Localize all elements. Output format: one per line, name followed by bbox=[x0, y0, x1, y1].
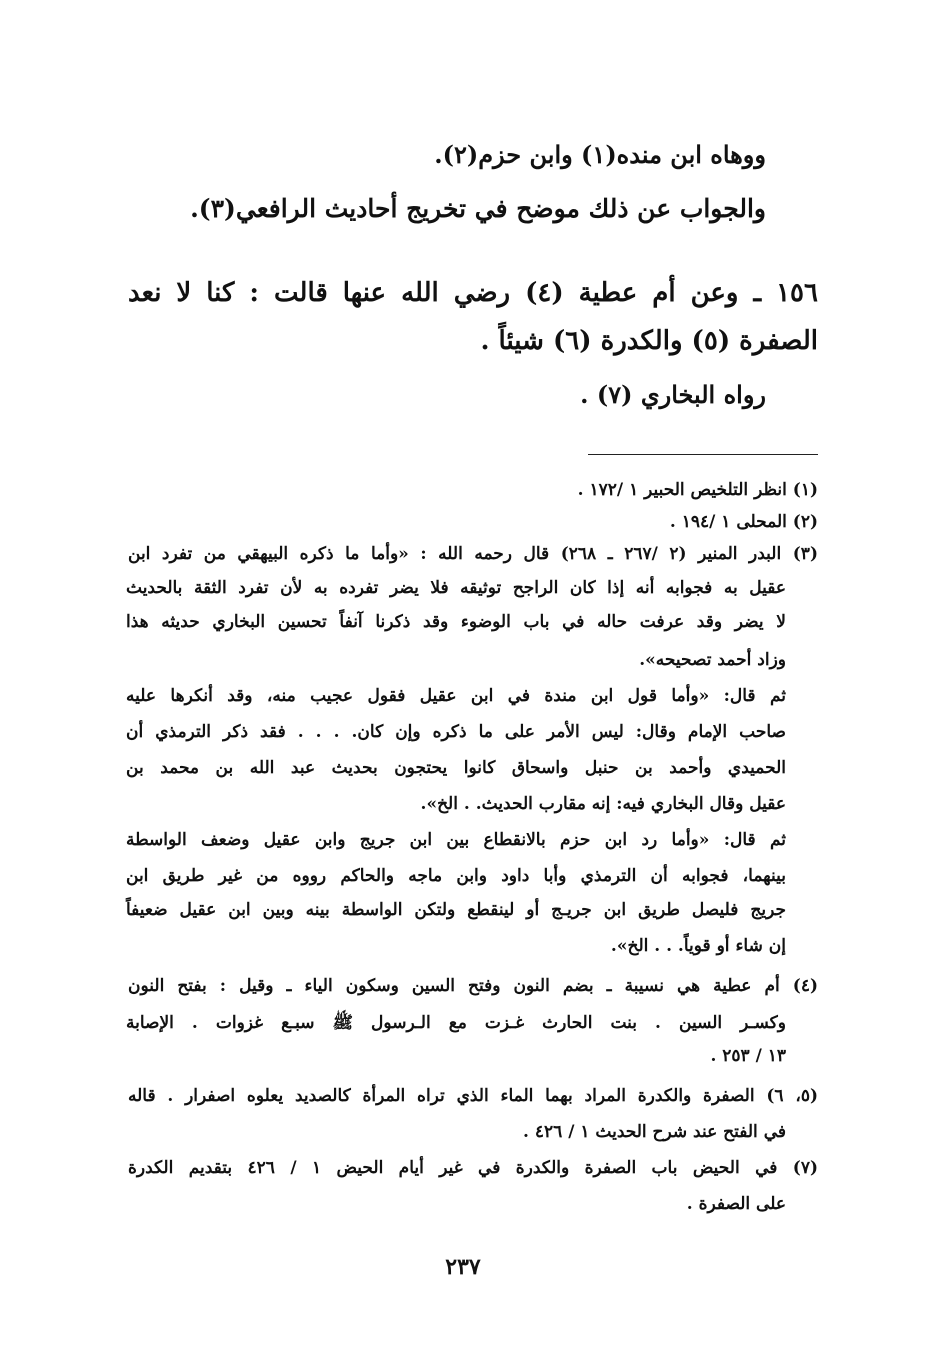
footnote-3-line-3: لا يضر وقد عرفت حاله في باب الوضوء وقد ذكرنا آنفاً تحسين البخاري حديثه هذا bbox=[126, 612, 786, 632]
main-line-2: والجواب عن ذلك موضح في تخريج أحاديث الرافعي(٣). bbox=[190, 194, 766, 223]
hadith-line-2: الصفرة (٥) والكدرة (٦) شيئاً . bbox=[480, 326, 818, 356]
footnote-3-line-8: عقيل وقال البخاري فيه: إنه مقارب الحديث. . الخ». bbox=[420, 794, 786, 814]
narrator-line: رواه البخاري (٧) . bbox=[580, 380, 766, 409]
footnote-3-line-5: ثم قال: «وأما قول ابن مندة في ابن عقيل فقول عجيب منه، وقد أنكرها عليه bbox=[126, 686, 786, 706]
footnote-2: (٢) المحلى ١ /١٩٤ . bbox=[669, 512, 818, 532]
footnote-3-line-4: وزاد أحمد تصحيحه». bbox=[639, 650, 786, 670]
footnote-3-line-12: إن شاء أو قوياً. . . الخ». bbox=[610, 936, 786, 956]
footnote-3-line-2: عقيل به فجوابه أنه إذا كان الراجح توثيقه فلا يضر تفرده به لأن تفرد الثقة بالحديث bbox=[126, 578, 786, 598]
hadith-line-1: ١٥٦ ـ وعن أم عطية (٤) رضي الله عنها قالت : كنا لا نعد bbox=[128, 278, 818, 308]
footnote-3-line-1: (٣) البدر المنير (٢ /٢٦٧ ـ ٢٦٨) قال رحمه الله : «وأما ما ذكره البيهقي من تفرد ابن bbox=[128, 544, 818, 564]
footnote-1: (١) انظر التلخيص الحبير ١ /١٧٢ . bbox=[577, 480, 818, 500]
footnote-3-line-9: ثم قال: «وأما رد ابن حزم بالانقطاع بين ابن جريج وابن عقيل وضعف الواسطة bbox=[126, 830, 786, 850]
footnote-3-line-6: صاحب الإمام وقال: ليس الأمر على ما ذكره وإن كان. . . . فقد ذكر الترمذي أن bbox=[126, 722, 786, 742]
footnote-4-line-3: ١٣ / ٢٥٣ . bbox=[710, 1046, 786, 1066]
footnote-5-6-line-1: (٥، ٦) الصفرة والكدرة المراد بهما الماء الذي تراه المرأة كالصديد يعلوه اصفرار . قاله bbox=[128, 1086, 819, 1106]
footnote-7-line-1: (٧) في الحيض باب الصفرة والكدرة في غير أيام الحيض ١ / ٤٢٦ بتقديم الكدرة bbox=[128, 1158, 818, 1178]
page-number: ٢٣٧ bbox=[445, 1254, 481, 1280]
footnote-4-line-2: وكسـر السين . بنت الحارث غـزت مع الـرسول ﷺ سبـع غزوات . الإصابة bbox=[126, 1013, 786, 1033]
footnote-3-line-7: الحميدي وأحمد بن حنبل واسحاق كانوا يحتجون بحديث عبد الله بن محمد بن bbox=[126, 758, 786, 778]
footnote-3-line-10: بينهما، فجوابه أن الترمذي وأبا داود وابن ماجه والحاكم رووه من غير طريق ابن bbox=[126, 866, 786, 886]
footnote-5-6-line-2: في الفتح عند شرح الحديث ١ / ٤٢٦ . bbox=[523, 1122, 786, 1142]
footnote-4-line-1: (٤) أم عطية هي نسيبة ـ بضم النون وفتح السين وسكون الياء ـ وقيل : بفتح النون bbox=[128, 976, 818, 996]
main-line-1: ووهاه ابن منده(١) وابن حزم(٢). bbox=[434, 140, 766, 169]
footnote-separator bbox=[588, 454, 818, 455]
footnote-7-line-2: على الصفرة . bbox=[686, 1194, 786, 1214]
footnote-3-line-11: جريج فليصل طريق ابن جريـج أو لينقطع ولتكن الواسطة بينه وبين ابن عقيل ضعيفاً bbox=[126, 900, 786, 920]
